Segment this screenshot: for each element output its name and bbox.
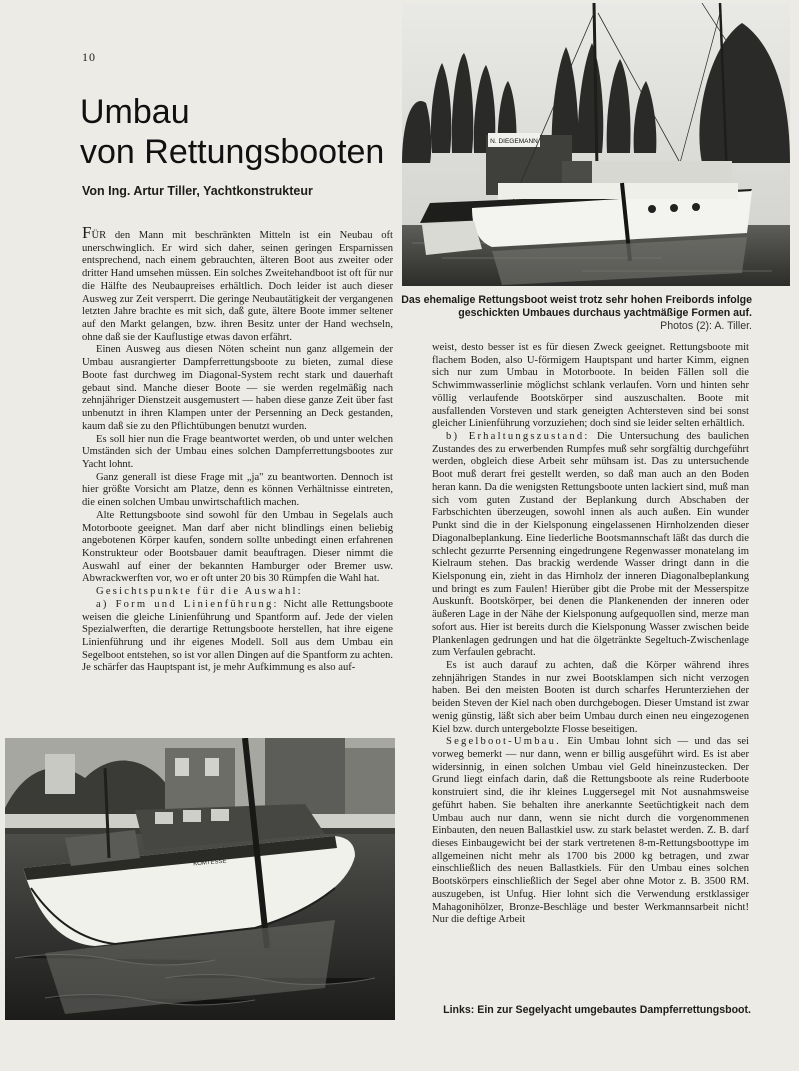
- photo-left-caption: Links: Ein zur Segelyacht umgebautes Dampferrettungsboot.: [443, 1004, 751, 1016]
- photo-left-drawing: [5, 738, 395, 1020]
- paragraph-form: [82, 599, 393, 675]
- paragraph-segelboot: [432, 736, 749, 927]
- page-number: 10: [82, 50, 96, 64]
- photo-top-sign: N. DIEGEMANN: [490, 138, 538, 145]
- paragraph-frage: Es soll hier nun die Frage beantwortet werden, ob und unter welchen Umständen sich der Umbau eines solchen Dampferrettungsbootes zur Yacht lohnt.: [82, 433, 393, 470]
- photo-top-drawing: [402, 3, 790, 286]
- paragraph-intro-text: ÜR den Mann mit beschränkten Mitteln ist ein Neubau oft unerschwinglich. Er wird sich daher, seinen geringen Ersparnissen entsprechend, nach einem gebrauchten, älteren Boot aus zweiter oder dritter Hand umsehen müssen. Ein solches Zweitehandboot ist oft für nur die Hälfte des Neubaupreises erhältlich. Doch leider ist auch dieser Ausweg zur Zeit versperrt. Die geringe Neubautätigkeit der vergangenen letzten Jahre brachte es mit sich, daß gute, ältere Boote immer seltener auf den Markt gelangen, bzw. ihren Besitz unter der Hand wechseln, ohne daß sie der Kauflustige etwas davon erfährt.: [82, 230, 393, 343]
- article-byline: Von Ing. Artur Tiller, Yachtkonstrukteur: [82, 184, 313, 198]
- yacht-name: KOMTESSE: [193, 858, 227, 868]
- photo-top-caption: [400, 294, 752, 332]
- article-title-line-2: von Rettungsbooten: [80, 133, 385, 171]
- photo-credit: Photos (2): A. Tiller.: [660, 319, 752, 332]
- photo-converted-rescue-boat: [402, 3, 790, 286]
- paragraph-continued: weist, desto besser ist es für diesen Zweck geeignet. Rettungsboote mit flachem Boden, also U-förmigem Hauptspant und harter Kimm, eignen sich nur zum Umbau in Motorboote. In beiden Fällen soll die Schwimmwasserlinie möglichst schlank verlaufen. Vorn und hinten sehr völlig verlaufende Bootskörper sind auszuschalten. Boote mit ausfallenden Vorsteven und stark geneigten Achtersteven sind bei sonst gleicher Linienführung vorzuziehen; doch sind sie leider selten erhältlich.: [432, 342, 749, 430]
- paragraph-generell: Ganz generall ist diese Frage mit „ja" zu beantworten. Dennoch ist hier größte Vorsicht am Platze, denn es können Verhältnisse eintreten, die einen solchen Umbau unwirtschaftlich machen.: [82, 471, 393, 509]
- photo-top-caption-text: Das ehemalige Rettungsboot weist trotz sehr hohen Freibords infolge geschickten Umbaues durchaus yachtmäßige Formen auf.: [401, 294, 752, 319]
- section-heading-auswahl: Gesichtspunkte für die Auswahl:: [96, 586, 303, 598]
- paragraph-verzug: Es ist auch darauf zu achten, daß die Körper während ihres zehnjährigen Standes in nur zwei Bootsklampen sich nicht verzogen haben. Bei den meisten Booten ist durch scharfes Herunterziehen der beiden Steven der Kiel nach oben durchgebogen. Dieser Umstand ist zwar wenig günstig, läßt sich aber beim Umbau durch einen neu eingezogenen Kiel bzw. durch untergebolzte Flosse beseitigen.: [432, 659, 749, 735]
- label-segelboot: Segelboot-Umbau.: [446, 736, 561, 748]
- paragraph-form-text: Nicht alle Rettungsboote weisen die gleiche Linienführung und Spantform auf. Jede der vielen Spezialwerften, die derartige Rettungsboote herstellen, hat ihre eigene Linienführung und ihr eigenes Modell. Soll aus dem Umbau ein Segelboot entstehen, so ist vor allen Dingen auf die Spantform zu achten. Je schärfer das Hauptspant ist, je mehr Aufkimmung es also auf-: [82, 598, 393, 674]
- paragraph-erhaltung: [432, 431, 749, 660]
- article-title-line-1: Umbau: [80, 93, 190, 131]
- photo-sailing-yacht: [5, 738, 395, 1020]
- paragraph-ausweg: Einen Ausweg aus diesen Nöten scheint nun ganz allgemein der Umbau ausrangierter Dampferrettungsboote zu bieten, zumal diese Boote fast durchweg im Diagonal-System recht stark und dauerhaft gebaut sind. Manche dieser Boote — sie werden regelmäßig nach zehnjähriger Dienstzeit ausgemustert — haben diese ganze Zeit über fast unbenutzt in ihren Klampen unter der Persenning an Deck gestanden, kaum daß sie zu den Pflichtübungen benutzt wurden.: [82, 344, 393, 432]
- drop-cap: F: [82, 223, 92, 242]
- label-form: a) Form und Linienführung:: [96, 598, 279, 610]
- paragraph-erhaltung-text: Die Untersuchung des baulichen Zustandes des zu erwerbenden Rumpfes muß sehr sorgfältig durchgeführt werden, obgleich diese Arbeit sehr mühsam ist. Das zu untersuchende Boot muß derart frei gestellt werden, so daß man auch an den Boden heran kann. Da die wenigsten Rettungsboote unten lackiert sind, muß man sich vom guten Zustand der Beplankung durch Abschaben der Farbschichten überzeugen, sowohl innen als auch außen. Ein wunder Punkt sind die in der Kielsponung eingelassenen Hirnholzenden dieser Diagonalbeplankung. Eine liederliche Bootsmannschaft läßt das durch die schlecht gezurrte Persenning eingedrungene Regenwasser monatelang im Kielraum stehen. Das brackig werdende Wasser dringt dann in die Kielsponung ein, zieht in das Hirnholz der inneren Diagonalbeplankung und bringt es zum Faulen! Hierüber gibt die Probe mit der Messerspitze Auskunft. Bootskörper, bei denen die Plankenenden der inneren oder äußeren Lage in der Nähe der Kielsponung aufgequollen sind, merze man sofort aus. Hier ist bereits durch die Kielsponung Wasser zwischen beide Plankenlagen gedrungen und hat die ölgetränkte Segeltuch-Zwischenlage zum Verfaulen gebracht.: [432, 431, 750, 659]
- article-column-right: [432, 342, 749, 927]
- article-title: [80, 92, 400, 172]
- article-column-left: [82, 223, 393, 675]
- label-erhaltung: b) Erhaltungszustand:: [446, 431, 590, 443]
- paragraph-segelboot-text: Ein Umbau lohnt sich — und das sei vorweg bemerkt — nur dann, wenn er billig ausgeführt wird. Es ist aber widersinnig, in einen solchen Umbau viel Geld hineinzustecken. Der Grund liegt einfach darin, daß die Rettungsboote als reine Ruderboote konstruiert sind, die ihr kleines Luggersegel mit Not ausnahmsweise geführt haben. Sie behalten ihre anerkannte Seetüchtigkeit nach dem Umbau auch nur dann, wenn sie nicht durch die vorgenommenen Einbauten, den neuen Ballastkiel usw. zu stark belastet werden. Z. B. darf dieses Einbaugewicht bei der stark vertretenen 8-m-Rettungsboottype im allgemeinen nicht mehr als 1700 bis 2000 kg betragen, und zwar einschließlich des neuen Ballastkiels. Für den Umbau eines solchen Bootskörpers einschließlich der Segel aber ohne Motor z. B. 3500 RM. auszugeben, ist Unfug. Hier lohnt sich die Verwendung erstklassiger Mahagonihölzer, Bronze-Beschläge und bester Werkmannsarbeit nicht! Nur die deftige Arbeit: [432, 736, 749, 926]
- paragraph-eignung: Alte Rettungsboote sind sowohl für den Umbau in Segelals auch Motorboote geeignet. Man darf aber nicht blindlings einen beliebig angebotenen Körper kaufen, sondern sollte unbedingt einen erfahrenen Konstrukteur oder Bootsbauer damit beauftragen. Dieser nimmt die Auswahl auf einer der bekannten Hamburger oder Bremer usw. Abwrackwerften vor, wo er oft unter 20 bis 30 Rümpfen die Wahl hat.: [82, 509, 393, 585]
- paragraph-intro: [82, 223, 393, 344]
